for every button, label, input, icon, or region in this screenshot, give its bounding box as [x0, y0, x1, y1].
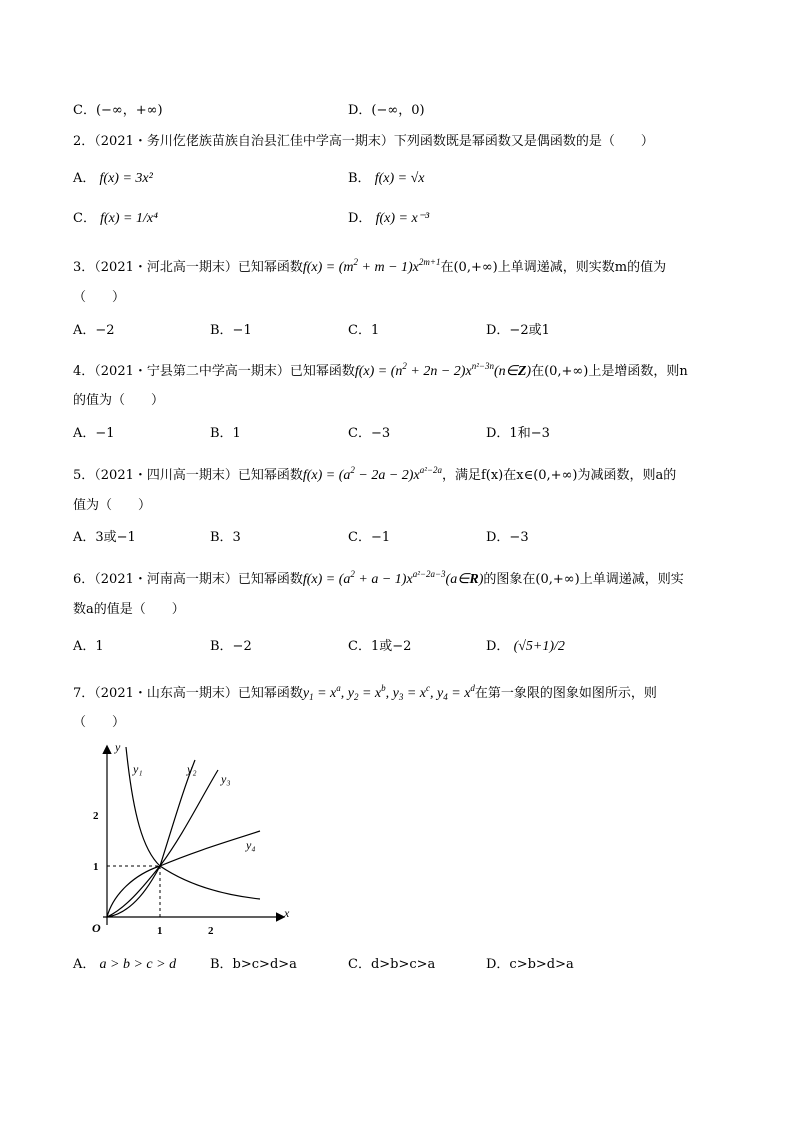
- q4-option-c: C．−3: [348, 426, 391, 441]
- q4-stem-part-b: 在(0,+∞)上是增函数，则n: [531, 364, 688, 379]
- curve-label-y2: y₂: [187, 762, 197, 776]
- q3-stem: [73, 253, 666, 277]
- q4-function: $f(x) = (n^2 + 2n$ − $2)x^{n^2-3n}(n\in Z)$: [354, 361, 532, 379]
- q1-option-d: D．(−∞，0): [348, 103, 425, 118]
- q7-stem-part-b: 在第一象限的图象如图所示，则: [474, 686, 657, 701]
- q2-option-d-formula: f(x) = x⁻³: [375, 211, 430, 226]
- q3-stem-part-b: 在(0,+∞)上单调递减，则实数m的值为: [440, 260, 667, 275]
- tick-x-1: 1: [157, 925, 163, 937]
- tick-y-1: 1: [93, 861, 99, 873]
- q6-stem-cont: 数a的值是（ ）: [73, 602, 185, 617]
- q7-option-c: C．d>b>c>a: [348, 957, 436, 972]
- q2-stem: 2．（2021・务川仡佬族苗族自治县汇佳中学高一期末）下列函数既是幂函数又是偶函数的是（ ）: [73, 134, 654, 149]
- curve-label-y4: y₄: [246, 838, 256, 852]
- q2-option-b: [348, 170, 424, 188]
- q3-option-b: B．−1: [210, 323, 252, 338]
- q6-option-d-label: D．: [486, 639, 510, 654]
- axis-x-label: x: [284, 906, 290, 920]
- q3-stem-cont: （ ）: [73, 290, 126, 305]
- q7-stem-cont: （ ）: [73, 715, 126, 730]
- q6-option-b: B．−2: [210, 639, 252, 654]
- q3-option-c: C．1: [348, 323, 380, 338]
- q5-stem: [73, 461, 676, 485]
- axis-y-label: y: [115, 740, 121, 754]
- q5-option-d: D．−3: [486, 530, 529, 545]
- q3-stem-part-a: 3．（2021・河北高一期末）已知幂函数: [73, 260, 303, 275]
- q2-option-c: [73, 210, 158, 228]
- q7-stem-part-a: 7．（2021・山东高一期末）已知幂函数: [73, 686, 303, 701]
- curve-y3: [107, 770, 218, 917]
- q2-option-a-formula: f(x) = 3x²: [99, 171, 153, 186]
- q6-option-c: C．1或−2: [348, 639, 412, 654]
- q2-option-b-formula: f(x) = √x: [374, 171, 425, 186]
- q7-option-a-label: A．: [73, 957, 96, 972]
- q6-stem: [73, 565, 684, 589]
- q7-stem: [73, 679, 657, 706]
- q3-option-d: D．−2或1: [486, 323, 550, 338]
- q4-stem-part-a: 4．（2021・宁县第二中学高一期末）已知幂函数: [73, 364, 355, 379]
- tick-x-2: 2: [208, 925, 214, 937]
- q5-option-c: C．−1: [348, 530, 391, 545]
- q5-stem-part-a: 5．（2021・四川高一期末）已知幂函数: [73, 468, 303, 483]
- q7-functions: $y_1 = x^a$, $y_2 = x^b$, $y_3 = x^c$, $y_4 = x^d$: [302, 683, 475, 702]
- curve-y4: [107, 831, 260, 917]
- q4-option-a: A．−1: [73, 426, 115, 441]
- tick-y-2: 2: [93, 810, 99, 822]
- q7-option-a-formula: a > b > c > d: [99, 957, 177, 972]
- q2-option-a-label: A．: [73, 171, 96, 186]
- q6-option-a: A．1: [73, 639, 104, 654]
- q4-stem-cont: 的值为（ ）: [73, 393, 165, 408]
- origin-label: O: [92, 921, 101, 935]
- q4-option-b: B．1: [210, 426, 241, 441]
- curve-label-y1: y₁: [133, 762, 143, 776]
- q7-option-b: B．b>c>d>a: [210, 957, 297, 972]
- q5-function: $f(x) = (a^2 - 2a - 2)x^{a^2-2a}$: [302, 465, 442, 483]
- q2-option-d: [348, 210, 429, 228]
- q2-option-c-formula: f(x) = 1/x⁴: [100, 211, 158, 226]
- q6-option-d-formula: (√5+1)/2: [513, 639, 565, 654]
- q2-option-b-label: B．: [348, 171, 371, 186]
- q2-option-d-label: D．: [348, 211, 372, 226]
- q4-option-d: D．1和−3: [486, 426, 550, 441]
- q6-stem-part-a: 6．（2021・河南高一期末）已知幂函数: [73, 572, 303, 587]
- q6-option-d: [486, 638, 565, 656]
- q5-stem-cont: 值为（ ）: [73, 498, 152, 513]
- q5-stem-part-b: ，满足f(x)在x∈(0,+∞)为减函数，则a的: [441, 468, 677, 483]
- q7-option-a: [73, 956, 176, 974]
- q5-option-a: A．3或−1: [73, 530, 136, 545]
- q1-option-c: C．(−∞，+∞): [73, 103, 163, 118]
- curve-label-y3: y₃: [221, 772, 231, 786]
- curve-y2: [107, 760, 195, 917]
- q7-power-function-graph: [88, 735, 298, 945]
- q6-function: $f(x) = (a^2 + a$ − $1)x^{a^2-2a-3}(a\in R)$: [302, 569, 484, 587]
- q2-option-c-label: C．: [73, 211, 96, 226]
- q3-option-a: A．−2: [73, 323, 115, 338]
- q6-stem-part-b: 的图象在(0,+∞)上单调递减，则实: [483, 572, 684, 587]
- q7-option-d: D．c>b>d>a: [486, 957, 574, 972]
- q4-stem: [73, 357, 688, 381]
- q2-option-a: [73, 170, 153, 188]
- q3-function: $f(x) = (m^2 + m - 1)x^{2m+1}$: [302, 257, 441, 275]
- q5-option-b: B．3: [210, 530, 241, 545]
